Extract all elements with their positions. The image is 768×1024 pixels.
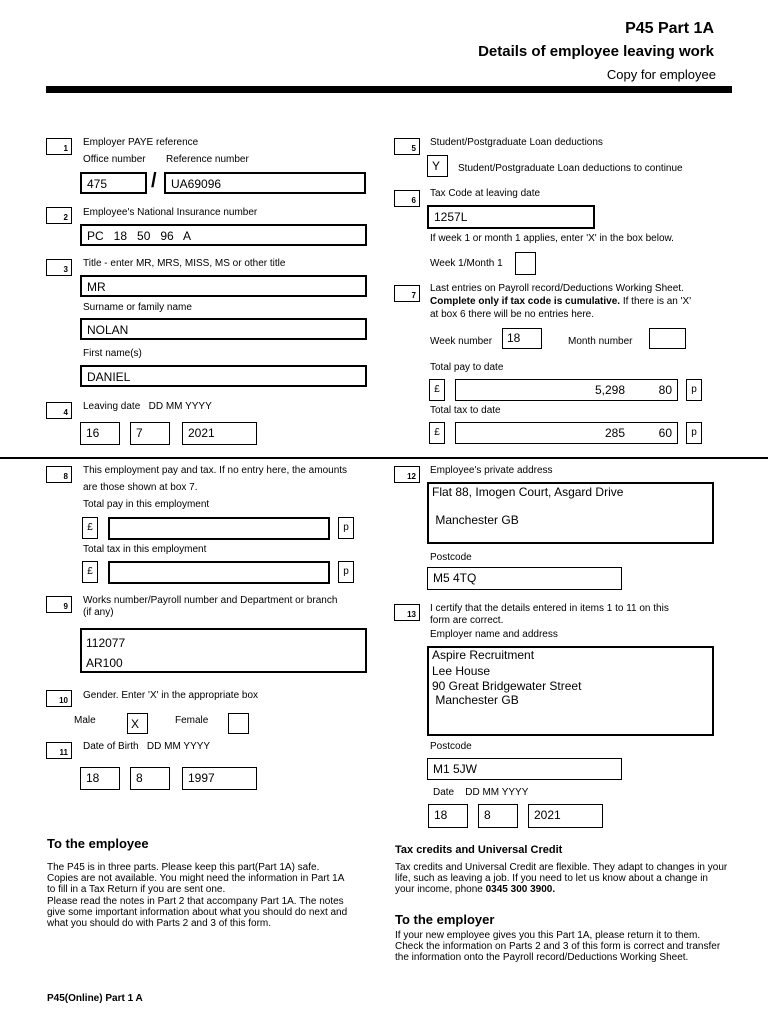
total-pay-in-employment-field[interactable] — [108, 517, 330, 540]
box8-pay-pence-sign: p — [338, 517, 354, 539]
female-label: Female — [175, 715, 209, 726]
employer-postcode-field[interactable]: M1 5JW — [427, 758, 622, 780]
box-number-10: 10 — [46, 690, 72, 707]
form-title: P45 Part 1A — [625, 20, 714, 37]
employer-date-day-field[interactable]: 18 — [428, 804, 468, 828]
box6-label: Tax Code at leaving date — [430, 188, 541, 199]
box8-pay-pound-sign: £ — [82, 517, 98, 539]
employer-date-label: Date DD MM YYYY — [433, 787, 529, 798]
employer-address-line4: Manchester GB — [432, 693, 519, 707]
certify-line1: I certify that the details entered in items 1 to 11 on this — [430, 603, 669, 614]
to-employee-paragraph-2: Please read the notes in Part 2 that accompany Part 1A. The notes give some important information about what you should do next and what you should do with Parts 2 and 3 of this form. — [47, 896, 348, 929]
box3-label: Title - enter MR, MRS, MISS, MS or other title — [83, 258, 286, 269]
section-divider — [0, 457, 768, 459]
box10-label: Gender. Enter 'X' in the appropriate box — [83, 690, 259, 701]
box8-label-line2: are those shown at box 7. — [83, 482, 198, 493]
week-number-label: Week number — [430, 336, 493, 347]
box8-tax-pound-sign: £ — [82, 561, 98, 583]
total-pay-to-date-field[interactable] — [455, 379, 678, 401]
employer-address-line1: Aspire Recruitment — [432, 648, 535, 662]
total-tax-to-date-label: Total tax to date — [430, 405, 501, 416]
week-number-field[interactable]: 18 — [502, 328, 542, 349]
pay-pound-sign: £ — [429, 379, 445, 401]
pay-pence-sign: p — [686, 379, 702, 401]
header-rule — [46, 86, 732, 93]
box-number-8: 8 — [46, 466, 72, 483]
certify-line2: form are correct. — [430, 615, 504, 626]
employer-postcode-label: Postcode — [430, 741, 472, 752]
private-address-field[interactable] — [427, 482, 714, 544]
box1-label: Employer PAYE reference — [83, 137, 199, 148]
tax-pounds-value: 285 — [604, 426, 625, 440]
private-address-line2: Manchester GB — [432, 513, 519, 527]
box9-label-line2: (if any) — [83, 607, 114, 618]
student-loan-checkbox[interactable]: Y — [427, 155, 448, 177]
tax-pence-value: 60 — [658, 426, 672, 440]
female-checkbox[interactable] — [228, 713, 249, 734]
office-number-field[interactable]: 475 — [80, 172, 147, 194]
box7-note-rest: If there is an 'X' — [620, 296, 692, 307]
ni-number-field[interactable]: PC 18 50 96 A — [80, 224, 367, 246]
employer-address-field[interactable] — [427, 646, 714, 736]
form-subtitle: Details of employee leaving work — [478, 43, 714, 60]
month-number-field[interactable] — [649, 328, 686, 349]
box-number-6: 6 — [394, 190, 420, 207]
male-checkbox[interactable]: X — [127, 713, 148, 734]
tax-credits-phone: 0345 300 3900. — [485, 884, 556, 895]
box-number-11: 11 — [46, 742, 72, 759]
week1-checkbox[interactable] — [515, 252, 536, 275]
box8-tax-pence-sign: p — [338, 561, 354, 583]
box8-label-line1: This employment pay and tax. If no entry here, the amounts — [83, 465, 348, 476]
total-tax-to-date-field[interactable] — [455, 422, 678, 444]
employer-address-line3: 90 Great Bridgewater Street — [432, 679, 582, 693]
reference-number-field[interactable]: UA69096 — [164, 172, 366, 194]
tax-pound-sign: £ — [429, 422, 445, 444]
box-number-13: 13 — [394, 604, 420, 621]
box7-label: Last entries on Payroll record/Deductions Working Sheet. — [430, 283, 684, 294]
employee-postcode-field[interactable]: M5 4TQ — [427, 567, 622, 590]
leaving-year-field[interactable]: 2021 — [182, 422, 257, 445]
employer-date-month-field[interactable]: 8 — [478, 804, 518, 828]
pay-pounds-value: 5,298 — [594, 383, 625, 397]
dob-month-field[interactable]: 8 — [130, 767, 170, 790]
footer-label: P45(Online) Part 1 A — [47, 993, 143, 1004]
employee-postcode-label: Postcode — [430, 552, 472, 563]
surname-field[interactable]: NOLAN — [80, 318, 367, 340]
box7-note-bold: Complete only if tax code is cumulative. — [430, 296, 621, 307]
total-pay-in-employment-label: Total pay in this employment — [83, 499, 210, 510]
firstname-field[interactable]: DANIEL — [80, 365, 367, 387]
to-employer-text: If your new employee gives you this Part 1A, please return it to them. Check the information on Parts 2 and 3 of this form is correct and transfer the information onto the Payroll record/Deductions Working Sheet. — [395, 930, 721, 963]
tax-credits-text — [395, 862, 730, 895]
dob-year-field[interactable]: 1997 — [182, 767, 257, 790]
box-number-1: 1 — [46, 138, 72, 155]
to-employee-heading: To the employee — [47, 836, 149, 851]
firstname-label: First name(s) — [83, 348, 142, 359]
tax-pence-sign: p — [686, 422, 702, 444]
student-loan-continue-label: Student/Postgraduate Loan deductions to continue — [458, 163, 683, 174]
box-number-2: 2 — [46, 207, 72, 224]
month-number-label: Month number — [568, 336, 633, 347]
to-employee-paragraph-1: The P45 is in three parts. Please keep this part(Part 1A) safe. Copies are not available. You might need the information in Part 1A to fill in a Tax Return if you are sent one. — [47, 862, 344, 895]
surname-label: Surname or family name — [83, 302, 192, 313]
tax-credits-body: Tax credits and Universal Credit are flexible. They adapt to changes in your life, such as leaving a job. If you need to let us know about a change in your income, phone — [395, 862, 728, 895]
leaving-day-field[interactable]: 16 — [80, 422, 120, 445]
week1-label: Week 1/Month 1 — [430, 258, 503, 269]
male-label: Male — [74, 715, 96, 726]
total-pay-to-date-label: Total pay to date — [430, 362, 504, 373]
office-number-label: Office number — [83, 154, 146, 165]
box-number-5: 5 — [394, 138, 420, 155]
total-tax-in-employment-field[interactable] — [108, 561, 330, 584]
leaving-month-field[interactable]: 7 — [130, 422, 170, 445]
title-field[interactable]: MR — [80, 275, 367, 297]
box-number-12: 12 — [394, 466, 420, 483]
pay-pence-value: 80 — [658, 383, 672, 397]
tax-code-field[interactable]: 1257L — [427, 205, 595, 229]
employer-date-year-field[interactable]: 2021 — [528, 804, 603, 828]
box11-label: Date of Birth DD MM YYYY — [83, 741, 211, 752]
employer-name-address-label: Employer name and address — [430, 629, 558, 640]
week1-note: If week 1 or month 1 applies, enter 'X' in the box below. — [430, 233, 674, 244]
box4-label: Leaving date DD MM YYYY — [83, 401, 212, 412]
box9-label-line1: Works number/Payroll number and Department or branch — [83, 595, 338, 606]
dob-day-field[interactable]: 18 — [80, 767, 120, 790]
employer-address-line2: Lee House — [432, 664, 491, 678]
reference-number-label: Reference number — [166, 154, 249, 165]
box-number-7: 7 — [394, 285, 420, 302]
to-employer-heading: To the employer — [395, 912, 495, 927]
tax-credits-heading: Tax credits and Universal Credit — [395, 844, 563, 856]
box7-note-line2: at box 6 there will be no entries here. — [430, 309, 594, 320]
private-address-line1: Flat 88, Imogen Court, Asgard Drive — [432, 485, 624, 499]
total-tax-in-employment-label: Total tax in this employment — [83, 544, 207, 555]
box7-note — [430, 296, 691, 308]
box-number-4: 4 — [46, 402, 72, 419]
box5-label: Student/Postgraduate Loan deductions — [430, 137, 603, 148]
works-number-field[interactable] — [80, 628, 367, 673]
box-number-9: 9 — [46, 596, 72, 613]
works-number-line1: 112077 — [86, 636, 126, 650]
box-number-3: 3 — [46, 259, 72, 276]
paye-slash: / — [151, 170, 157, 192]
copy-note: Copy for employee — [606, 67, 716, 82]
box12-label: Employee's private address — [430, 465, 553, 476]
works-number-line2: AR100 — [86, 656, 123, 670]
box2-label: Employee's National Insurance number — [83, 207, 258, 218]
